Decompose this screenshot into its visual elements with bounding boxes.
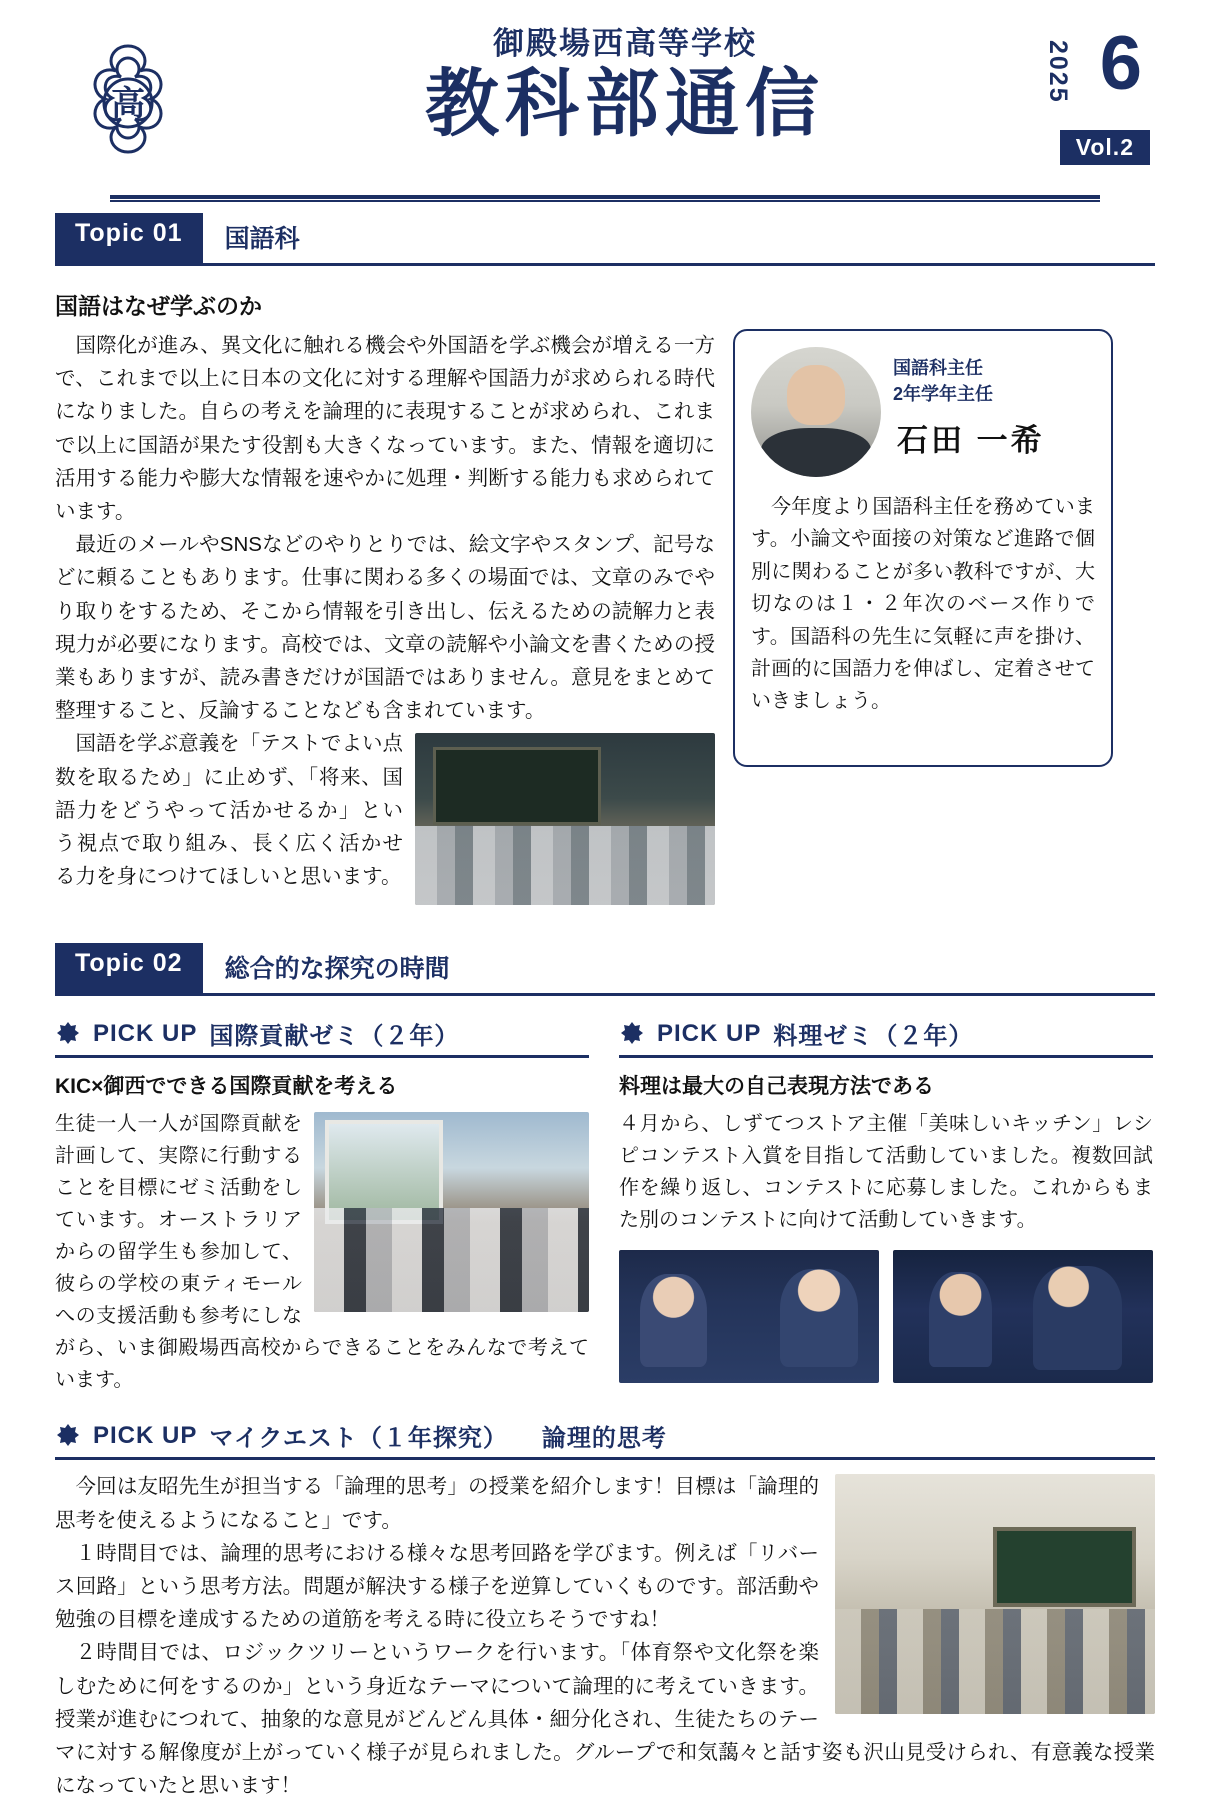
pickup-subtitle-right: 料理は最大の自己表現方法である [619,1075,934,1099]
header-divider [110,195,1100,202]
pickup-flower-icon [55,1021,81,1047]
myquest-paragraph-2: １時間目では、論理的思考における様々な思考回路を学びます。例えば「リバース回路」という思考方法。問題が解決する様子を逆算していくものです。部活動や勉強の目標を達成するための道筋を考える時に役立ちそうですね！ [55,1541,819,1632]
topic-02-name: 総合的な探究の時間 [203,943,1155,996]
topic-01-bar [55,213,1155,266]
pickup-cooking [619,1016,1153,1396]
topic-01-paragraph-2: 最近のメールやSNSなどのやりとりでは、絵文字やスタンプ、記号などに頼ることもあります。仕事に関わる多くの場面では、文章のみでやり取りをするため、そこから情報を引き出し、伝えるための読解力と表現力が必要になります。高校では、文章の読解や小論文を書くための授業もありますが、読み書きだけが国語ではありません。意見をまとめて整理すること、反論することなども含まれています。 [55,533,715,723]
issue-info [975,21,1150,164]
page-title: 教科部通信 [425,62,825,145]
seminar-photo [314,1112,589,1312]
issue-month: 6 [1099,21,1142,106]
topic-01-heading: 国語はなぜ学ぶのか [55,293,262,319]
pickup-text-right: ４月から、しずてつストア主催「美味しいキッチン」レシピコンテスト入賞を目指して活動していました。複数回試作を繰り返し、コンテストに応募しました。これからもまた別のコンテストに向けて活動していきます。 [619,1113,1153,1232]
topic-01-section [55,288,1155,909]
pickup-label-wide: PICK UP [93,1421,198,1449]
myquest-paragraph-1: 今回は友昭先生が担当する「論理的思考」の授業を紹介します！目標は「論理的思考を使えるようになること」です。 [55,1475,819,1532]
pickup-subtitle-left: KIC×御西でできる国際貢献を考える [55,1075,398,1099]
teacher-profile-card [733,329,1113,909]
cooking-photo-1 [619,1250,879,1383]
teacher-name: 石田 一希 [897,423,1045,459]
pickup-row [55,1016,1155,1396]
pickup-title-wide: マイクエスト（１年探究） [209,1425,508,1453]
pickup-title-right: 料理ゼミ（２年） [773,1023,974,1051]
pickup-myquest [55,1418,1155,1802]
topic-01-article [55,329,715,909]
page-header [55,0,1155,185]
teacher-avatar [751,347,881,477]
teacher-role-line-2: 2年学年主任 [893,384,994,405]
topic-01-name: 国語科 [203,213,1155,266]
classroom-photo [415,733,715,905]
topic-01-paragraph-3: 国語を学ぶ意義を「テストでよい点数を取るため」に止めず、「将来、国語力をどうやって活かせるか」という視点で取り組み、長く広く活かせる力を身につけてほしいと思います。 [55,732,403,889]
issue-volume: Vol.2 [1060,130,1150,165]
myquest-photo [835,1474,1155,1714]
topic-01-paragraph-1: 国際化が進み、異文化に触れる機会や外国語を学ぶ機会が増える一方で、これまで以上に日本の文化に対する理解や国語力が求められる時代になりました。自らの考えを論理的に表現することが求められ、これまで以上に国語が果たす役割も大きくなっています。また、情報を適切に活用する能力や膨大な情報を速やかに処理・判断する能力も求められています。 [55,334,715,524]
pickup-text-left: 生徒一人一人が国際貢献を計画して、実際に行動することを目標にゼミ活動をしています。オーストラリアからの留学生も参加して、彼らの学校の東ティモールへの支援活動も参考にしながら、いま御殿場西高校からできることをみんなで考えています。 [55,1113,589,1392]
crest-char: 高 [111,85,145,123]
pickup-title-left: 国際貢献ゼミ（２年） [209,1023,460,1051]
pickup-international [55,1016,589,1396]
school-crest-logo [63,38,193,168]
teacher-role-line-1: 国語科主任 [893,358,983,378]
topic-01-tag: Topic 01 [55,213,203,266]
school-name: 御殿場西高等学校 [493,26,757,61]
pickup-label-left: PICK UP [93,1019,198,1047]
pickup-flower-icon [55,1423,81,1449]
issue-year: 2025 [1044,40,1072,104]
pickup-label-right: PICK UP [657,1019,762,1047]
pickup-subtitle-wide: 論理的思考 [541,1425,667,1453]
cooking-photo-2 [893,1250,1153,1383]
pickup-flower-icon [619,1021,645,1047]
teacher-message: 今年度より国語科主任を務めています。小論文や面接の対策など進路で個別に関わることが多い教科ですが、大切なのは１・２年次のベース作りです。国語科の先生に気軽に声を掛け、計画的に国語力を伸ばし、定着させていきましょう。 [751,496,1095,713]
myquest-paragraph-3: ２時間目では、ロジックツリーというワークを行います。「体育祭や文化祭を楽しむために何をするのか」という身近なテーマについて論理的に考えていきます。授業が進むにつれて、抽象的な意見がどんどん具体・細分化され、生徒たちのテーマに対する解像度が上がっていく様子が見られました。グループで和気藹々と話す姿も沢山見受けられ、有意義な授業になっていたと思います！ [55,1641,1155,1798]
topic-02-tag: Topic 02 [55,943,203,996]
topic-02-bar [55,943,1155,996]
